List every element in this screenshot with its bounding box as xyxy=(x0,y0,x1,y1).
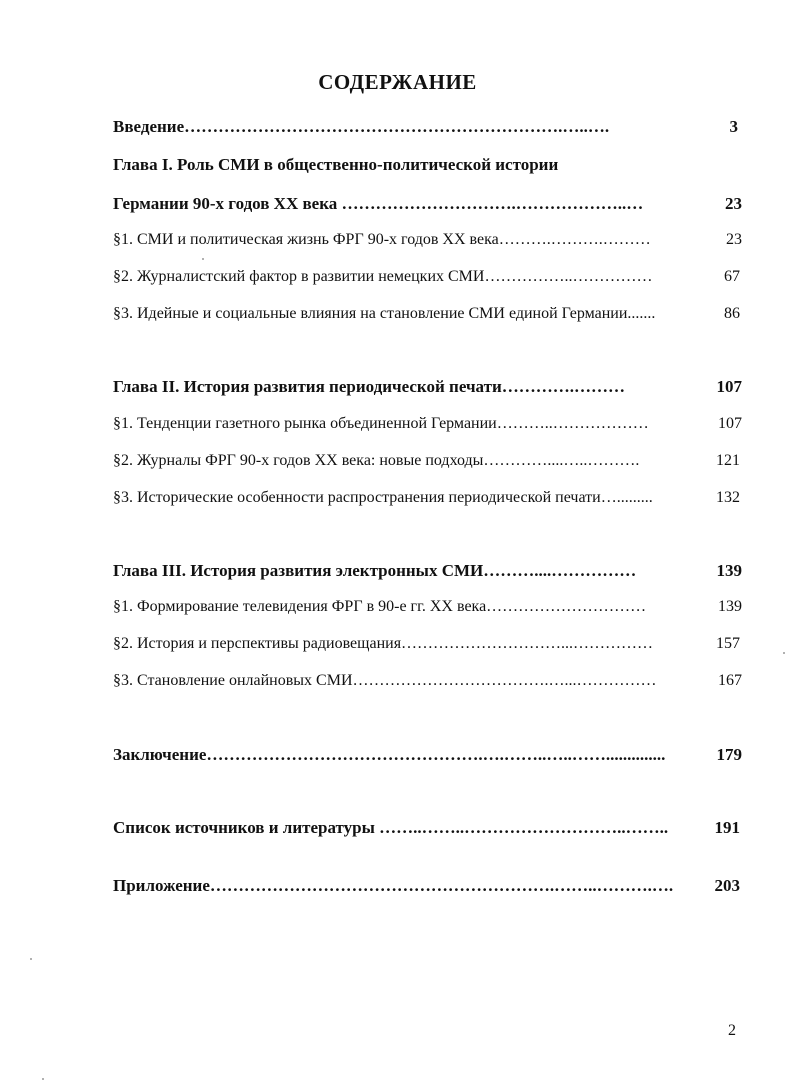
scan-speck xyxy=(30,958,32,960)
toc-page-introduction: 3 xyxy=(729,117,738,136)
toc-entry-appendix[interactable]: Приложение…………………………………………………….……..……….…. xyxy=(113,876,674,895)
toc-section-1-1[interactable]: §1. СМИ и политическая жизнь ФРГ 90-х годов XX века……….……….……… xyxy=(113,231,651,248)
toc-page-section-2-3: 132 xyxy=(716,489,740,506)
toc-section-1-3[interactable]: §3. Идейные и социальные влияния на становление СМИ единой Германии....... xyxy=(113,305,656,322)
toc-entry-introduction[interactable]: Введение………………………………………………………….…..…. xyxy=(113,117,610,136)
toc-section-2-3[interactable]: §3. Исторические особенности распространения периодической печати…......... xyxy=(113,489,653,506)
toc-chapter-3-title[interactable]: Глава III. История развития электронных СМИ………....…………… xyxy=(113,561,637,580)
toc-entry-bibliography[interactable]: Список источников и литературы ……..……..………………………..…….. xyxy=(113,818,669,837)
scan-speck xyxy=(783,652,785,654)
toc-page-section-2-1: 107 xyxy=(718,415,742,432)
toc-chapter-1-title[interactable]: Глава I. Роль СМИ в общественно-политической истории xyxy=(113,155,559,174)
toc-page-section-3-2: 157 xyxy=(716,635,740,652)
toc-section-3-1[interactable]: §1. Формирование телевидения ФРГ в 90-е гг. XX века………………………… xyxy=(113,598,647,615)
page-number: 2 xyxy=(728,1022,736,1039)
toc-page-section-1-1: 23 xyxy=(726,231,742,248)
toc-title: СОДЕРЖАНИЕ xyxy=(318,70,477,94)
toc-entry-conclusion[interactable]: Заключение………………………………………….….……..…..…….............. xyxy=(113,745,666,764)
toc-section-2-1[interactable]: §1. Тенденции газетного рынка объединенной Германии………..……………… xyxy=(113,415,649,432)
toc-page-bibliography: 191 xyxy=(714,818,740,837)
toc-chapter-2-title[interactable]: Глава II. История развития периодической печати………….……… xyxy=(113,377,626,396)
toc-page-section-3-1: 139 xyxy=(718,598,742,615)
toc-page-appendix: 203 xyxy=(714,876,740,895)
scan-speck xyxy=(202,258,204,260)
toc-section-2-2[interactable]: §2. Журналы ФРГ 90-х годов XX века: новые подходы…………....…..………. xyxy=(113,452,640,469)
toc-page-section-2-2: 121 xyxy=(716,452,740,469)
toc-page-chapter-2: 107 xyxy=(716,377,742,396)
toc-page-chapter-3: 139 xyxy=(716,561,742,580)
toc-section-1-2[interactable]: §2. Журналистский фактор в развитии немецких СМИ……………..…………… xyxy=(113,268,653,285)
toc-section-3-2[interactable]: §2. История и перспективы радиовещания…………………………...…………… xyxy=(113,635,654,652)
toc-page-conclusion: 179 xyxy=(716,745,742,764)
toc-page-section-3-3: 167 xyxy=(718,672,742,689)
toc-page-section-1-3: 86 xyxy=(724,305,740,322)
scan-speck xyxy=(42,1078,44,1080)
toc-page-chapter-1: 23 xyxy=(725,194,742,213)
toc-page-section-1-2: 67 xyxy=(724,268,740,285)
toc-section-3-3[interactable]: §3. Становление онлайновых СМИ……………………………….…...…………… xyxy=(113,672,657,689)
toc-chapter-1-title-cont[interactable]: Германии 90-х годов XX века ………………………….………………..… xyxy=(113,194,644,213)
